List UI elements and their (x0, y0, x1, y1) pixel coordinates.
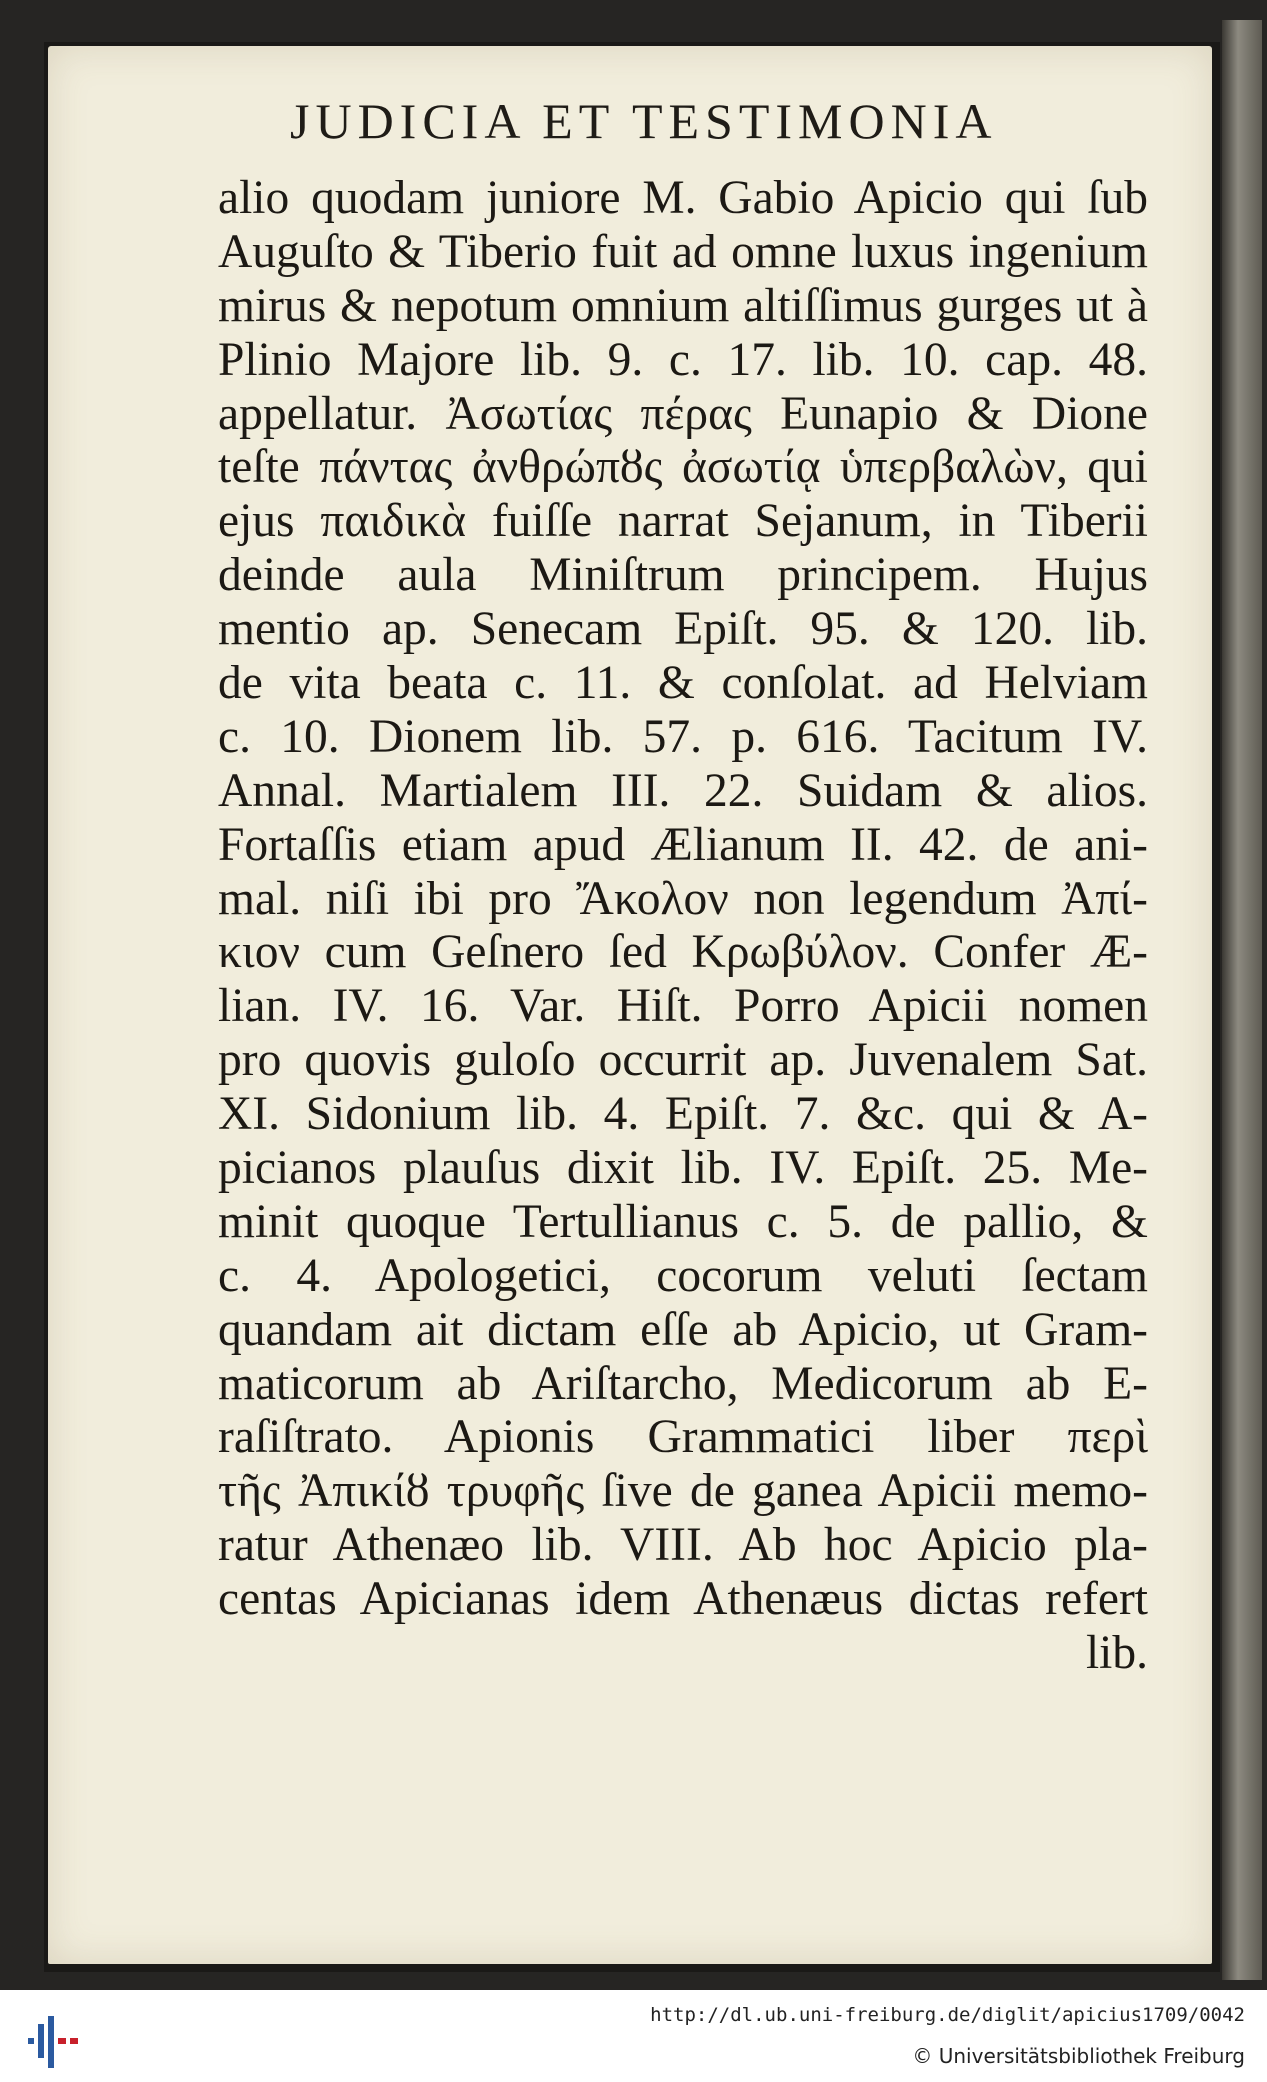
text-line: teſte πάντας ἀνθρώπȣς ἀσωτίᾳ ὑπερβαλὼν, qui (218, 441, 1148, 494)
text-line: mal. niſi ibi pro Ἄκολον non legendum Ἀπί- (218, 872, 1148, 925)
text-line: τῆς Ἀπικίȣ τρυφῆς ſive de ganea Apicii memo- (218, 1465, 1148, 1518)
text-line: Annal. Martialem III. 22. Suidam & alios. (218, 764, 1148, 817)
text-line: ejus παιδικὰ fuiſſe narrat Sejanum, in Tiberii (218, 495, 1148, 548)
text-line: pro quovis guloſo occurrit ap. Juvenalem Sat. (218, 1034, 1148, 1087)
running-title: JUDICIA ET TESTIMONIA (290, 93, 998, 149)
text-line: XI. Sidonium lib. 4. Epiſt. 7. &c. qui & A- (218, 1088, 1148, 1141)
text-line: c. 10. Dionem lib. 57. p. 616. Tacitum IV. (218, 710, 1148, 763)
text-line: minit quoque Tertullianus c. 5. de pallio, & (218, 1195, 1148, 1248)
text-line: de vita beata c. 11. & conſolat. ad Helviam (218, 657, 1148, 710)
body-text (218, 172, 1148, 1681)
catchword: lib. (1085, 1627, 1148, 1680)
text-line: c. 4. Apologetici, cocorum veluti ſectam (218, 1249, 1148, 1302)
page-edge (1222, 20, 1262, 1980)
text-line: appellatur. Ἀσωτίας πέρας Eunapio & Dione (218, 387, 1148, 440)
library-logo-icon (22, 2014, 82, 2070)
text-line: centas Apicianas idem Athenæus dictas refert (218, 1573, 1148, 1626)
text-line: Fortaſſis etiam apud Ælianum II. 42. de ani- (218, 818, 1148, 871)
text-line: deinde aula Miniſtrum principem. Hujus (218, 549, 1148, 602)
text-line: κιον cum Geſnero ſed Κρωβύλον. Confer Æ- (218, 926, 1148, 979)
source-url-link[interactable]: http://dl.ub.uni-freiburg.de/diglit/apicius1709/0042 (650, 2004, 1245, 2026)
text-line: Plinio Majore lib. 9. c. 17. lib. 10. cap. 48. (218, 333, 1148, 386)
text-line: mentio ap. Senecam Epiſt. 95. & 120. lib. (218, 603, 1148, 656)
text-line: mirus & nepotum omnium altiſſimus gurges ut à (218, 279, 1148, 332)
text-line: ratur Athenæo lib. VIII. Ab hoc Apicio pla- (218, 1519, 1148, 1572)
text-line: picianos plauſus dixit lib. IV. Epiſt. 25. Me- (218, 1142, 1148, 1195)
text-line: maticorum ab Ariſtarcho, Medicorum ab E- (218, 1357, 1148, 1410)
text-line: raſiſtrato. Apionis Grammatici liber περὶ (218, 1411, 1148, 1464)
text-line: lian. IV. 16. Var. Hiſt. Porro Apicii nomen (218, 980, 1148, 1033)
text-line: Auguſto & Tiberio fuit ad omne luxus ingenium (218, 225, 1148, 278)
copyright-text: © Universitätsbibliothek Freiburg (912, 2044, 1245, 2068)
text-line: quandam ait dictam eſſe ab Apicio, ut Gram- (218, 1303, 1148, 1356)
text-line: alio quodam juniore M. Gabio Apicio qui ſub (218, 172, 1148, 224)
